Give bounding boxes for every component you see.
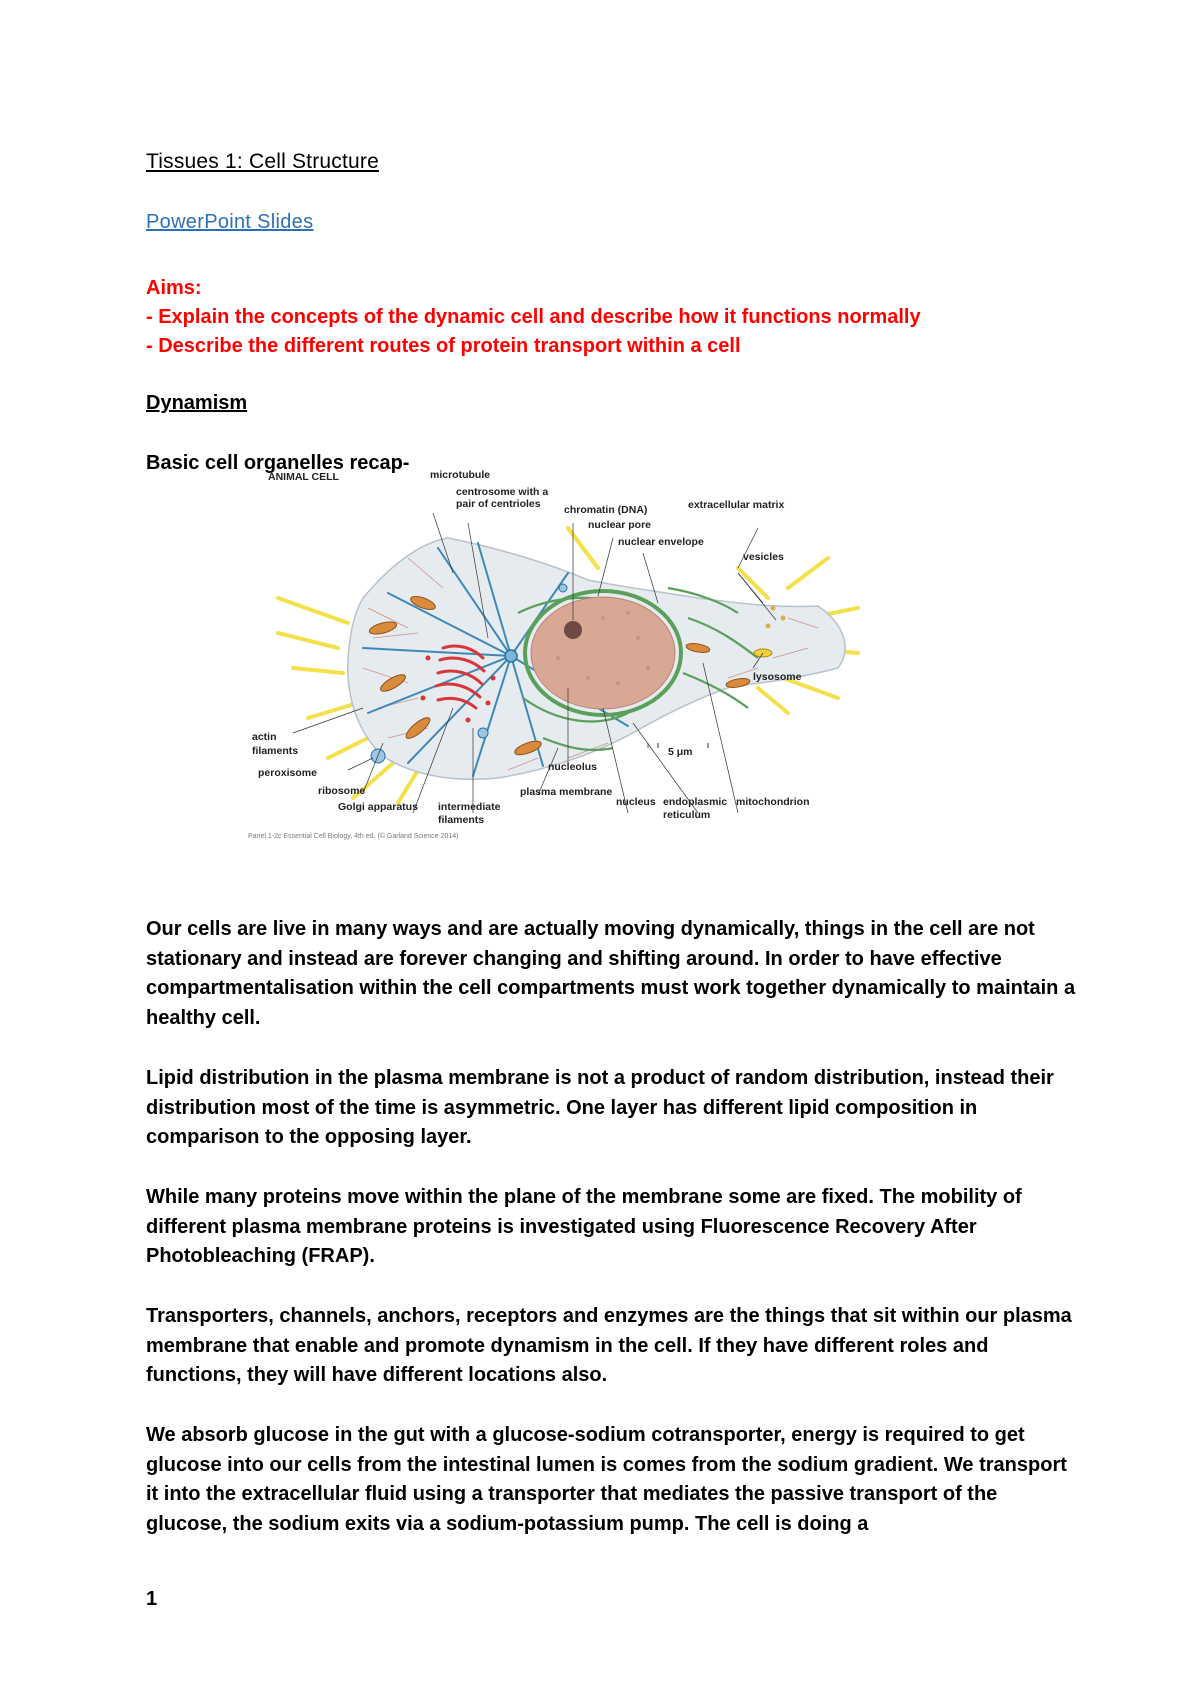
figure-title: ANIMAL CELL — [268, 471, 339, 483]
nucleolus — [564, 621, 582, 639]
label-scale: 5 μm — [668, 746, 693, 758]
centrosome — [505, 650, 517, 662]
label-vesicles: vesicles — [743, 551, 784, 563]
label-nucleolus: nucleolus — [548, 761, 598, 773]
label-mitochondrion: mitochondrion — [736, 796, 810, 808]
label-nuclear-envelope: nuclear envelope — [618, 536, 704, 548]
figure-caption: Panel 1-2c Essential Cell Biology, 4th ed. (© Garland Science 2014) — [248, 833, 459, 840]
document-title: Tissues 1: Cell Structure — [146, 150, 379, 173]
label-nucleus: nucleus — [616, 796, 656, 808]
paragraph-3: While many proteins move within the plane of the membrane some are fixed. The mobility of different plasma membrane proteins is investigated using Fluorescence Recovery After Photobleaching (FRAP). — [146, 1186, 1022, 1267]
aim-item-1: - Explain the concepts of the dynamic cell and describe how it functions normally — [146, 306, 921, 328]
paragraph-2: Lipid distribution in the plasma membrane is not a product of random distribution, instead their distribution most of the time is asymmetric. One layer has different lipid composition in comparison to the opposing layer. — [146, 1067, 1054, 1148]
nucleus — [531, 597, 675, 709]
label-microtubule: microtubule — [430, 469, 491, 481]
label-actin-1: actin — [252, 731, 277, 743]
label-lysosome: lysosome — [753, 671, 802, 683]
paragraph-5: We absorb glucose in the gut with a glucose-sodium cotransporter, energy is required to get glucose into our cells from the intestinal lumen is comes from the sodium gradient. We transport it into the extracellular fluid using a transporter that mediates the passive transport of the glucose, the sodium exits via a sodium-potassium pump. The cell is doing a — [146, 1424, 1067, 1535]
label-er-2: reticulum — [663, 809, 711, 821]
label-extracellular-matrix: extracellular matrix — [688, 499, 785, 511]
label-centrosome-2: pair of centrioles — [456, 498, 541, 510]
label-actin-2: filaments — [252, 745, 299, 757]
label-er-1: endoplasmic — [663, 796, 728, 808]
vesicle — [478, 728, 488, 738]
label-ribosome: ribosome — [318, 785, 366, 797]
powerpoint-slides-link[interactable]: PowerPoint Slides — [146, 211, 314, 233]
label-nuclear-pore: nuclear pore — [588, 519, 652, 531]
label-peroxisome: peroxisome — [258, 767, 317, 779]
aims-block — [146, 274, 921, 361]
paragraph-4: Transporters, channels, anchors, receptors and enzymes are the things that sit within our plasma membrane that enable and promote dynamism in the cell. If they have different roles and functions, they will have different locations also. — [146, 1305, 1072, 1386]
label-chromatin: chromatin (DNA) — [564, 504, 648, 516]
aim-item-2: - Describe the different routes of protein transport within a cell — [146, 335, 741, 357]
section-heading-dynamism: Dynamism — [146, 392, 248, 414]
label-intermediate-2: filaments — [438, 814, 485, 826]
paragraph-1: Our cells are live in many ways and are actually moving dynamically, things in the cell are not stationary and instead are forever changing and shifting around. In order to have effective compartmentalisation within the cell compartments must work together dynamically to maintain a healthy cell. — [146, 918, 1076, 1029]
label-golgi: Golgi apparatus — [338, 801, 418, 813]
page-number: 1 — [146, 1588, 158, 1610]
label-plasma-membrane: plasma membrane — [520, 786, 613, 798]
label-centrosome-1: centrosome with a — [456, 486, 549, 498]
aims-heading: Aims: — [146, 277, 202, 299]
animal-cell-diagram — [248, 469, 868, 888]
label-intermediate-1: intermediate — [438, 801, 501, 813]
vesicle — [559, 584, 567, 592]
recap-line: Basic cell organelles recap- — [146, 452, 410, 474]
